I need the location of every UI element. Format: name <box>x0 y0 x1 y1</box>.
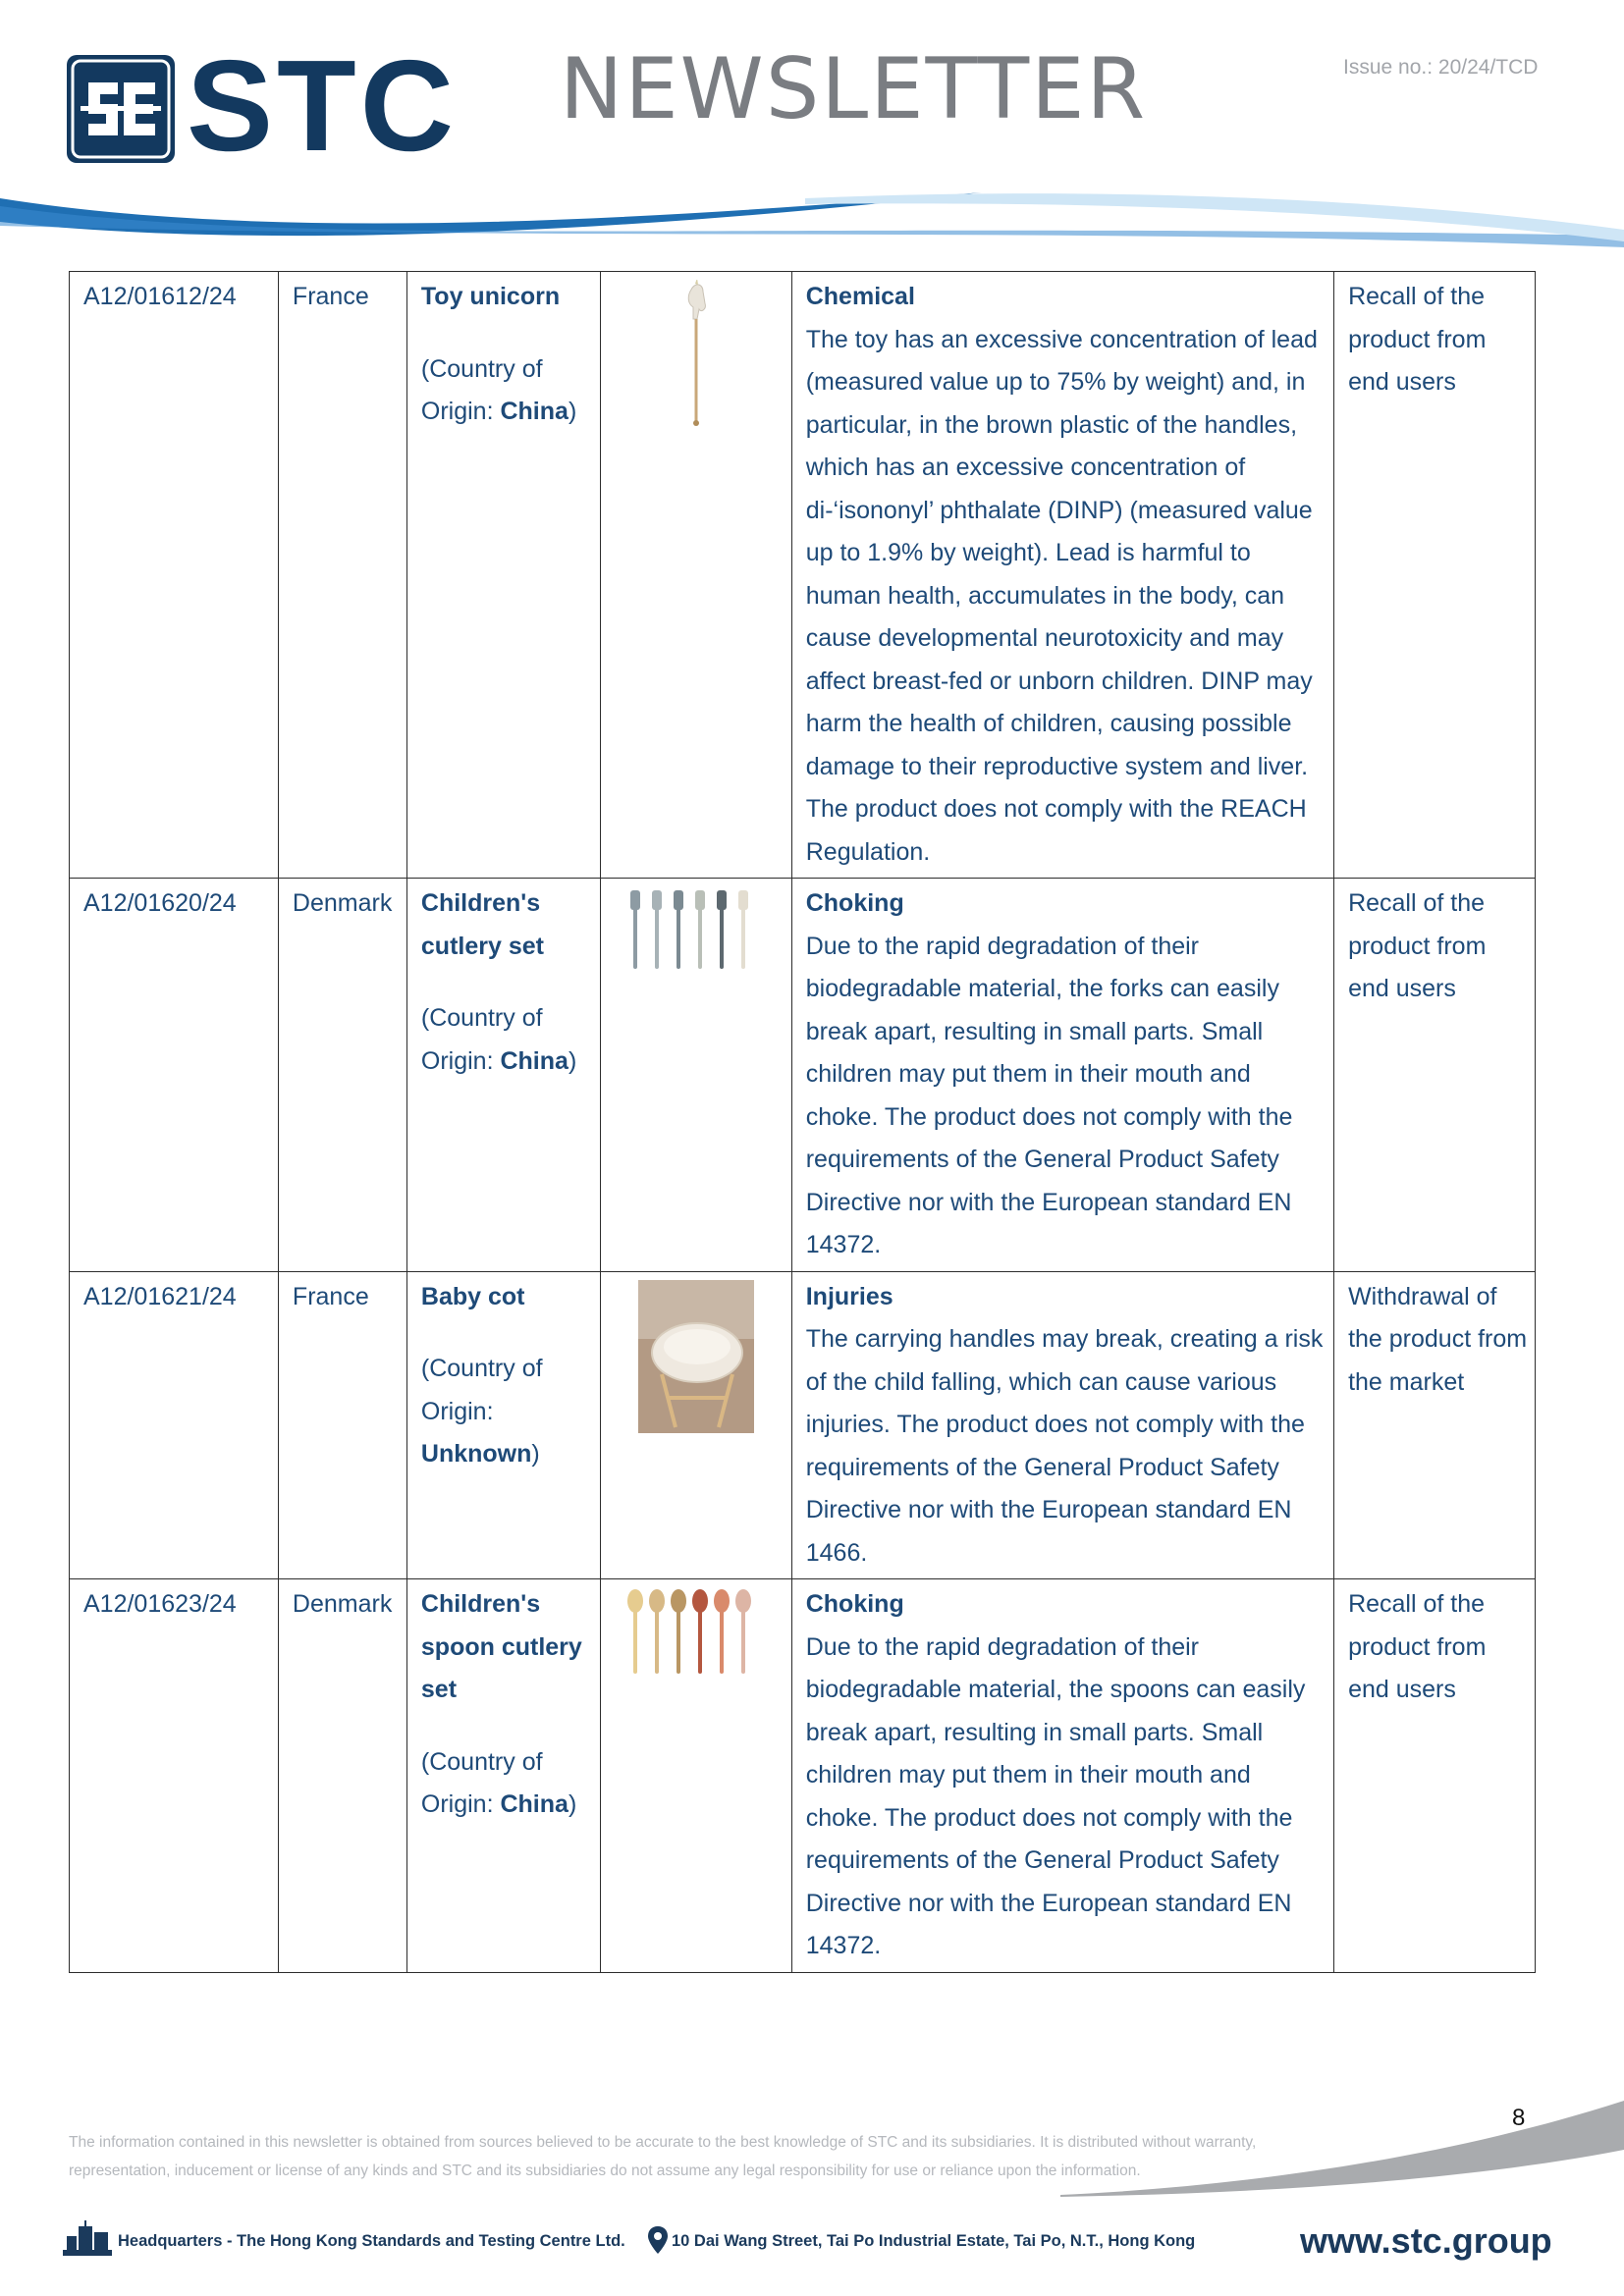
hobby-horse-unicorn-photo <box>681 280 711 427</box>
risk-cell <box>791 272 1333 879</box>
origin-close: ) <box>531 1440 540 1468</box>
reference-number: A12/01623/24 <box>70 1579 279 1973</box>
table-row <box>70 272 1536 879</box>
notifying-country: Denmark <box>278 1579 406 1973</box>
stc-logo-text: STC <box>187 33 458 178</box>
risk-type: Choking <box>805 889 904 917</box>
risk-description: Due to the rapid degradation of their biodegradable material, the spoons can easily break apart, resulting in small parts. Small children may put them in their mouth and choke. The product does not comply with the requirements of the General Product Safety Directive nor with the European standard EN 14372. <box>805 1632 1306 1959</box>
risk-type: Chemical <box>805 283 915 310</box>
risk-type: Choking <box>805 1590 904 1618</box>
product-cell <box>406 1271 600 1579</box>
origin-close: ) <box>568 1046 577 1075</box>
measure-taken: Recall of the product from end users <box>1334 272 1536 879</box>
risk-description: The toy has an excessive concentration of lead (measured value up to 75% by weight) and, in particular, in the brown plastic of the handles, which has an excessive concentration of di-‘isononyl’ phthalate (DINP) (measured value up to 1.9% by weight). Lead is harmful to human health, accumulates in the body, can cause developmental neurotoxicity and may affect breast-fed or unborn children. DINP may harm the health of children, causing possible damage to their reproductive system and liver. The product does not comply with the REACH Regulation. <box>805 325 1318 866</box>
notifying-country: France <box>278 1271 406 1579</box>
product-cell <box>406 1579 600 1973</box>
fork-set-photo <box>623 886 770 975</box>
newsletter-title: NEWSLETTER <box>560 40 1148 138</box>
product-cell <box>406 879 600 1272</box>
risk-cell <box>791 1271 1333 1579</box>
table-row <box>70 879 1536 1272</box>
product-image-cell <box>600 272 791 879</box>
risk-cell <box>791 1579 1333 1973</box>
risk-type: Injuries <box>805 1282 893 1310</box>
product-name: Baby cot <box>420 1282 525 1310</box>
reference-number: A12/01612/24 <box>70 272 279 879</box>
origin-value: Unknown <box>420 1440 532 1468</box>
measure-taken: Withdrawal of the product from the market <box>1334 1271 1536 1579</box>
risk-description: The carrying handles may break, creating a risk of the child falling, which can cause various injuries. The product does not comply with the requirements of the General Product Safety Directive nor with the European standard EN 1466. <box>805 1325 1324 1567</box>
risk-description: Due to the rapid degradation of their biodegradable material, the forks can easily break apart, resulting in small parts. Small children may put them in their mouth and choke. The product does not comply with the requirements of the General Product Safety Directive nor with the European standard EN 14372. <box>805 932 1293 1258</box>
stc-emblem-icon <box>67 55 175 163</box>
location-pin-icon <box>648 2226 668 2254</box>
table-row <box>70 1579 1536 1973</box>
origin-close: ) <box>568 1790 577 1818</box>
header-swoosh <box>0 187 1624 255</box>
reference-number: A12/01621/24 <box>70 1271 279 1579</box>
website-link[interactable]: www.stc.group <box>1300 2220 1552 2261</box>
origin-value: China <box>500 1046 568 1075</box>
measure-taken: Recall of the product from end users <box>1334 879 1536 1272</box>
product-cell <box>406 272 600 879</box>
product-image-cell <box>600 879 791 1272</box>
footer-contact-bar <box>63 2220 1565 2260</box>
origin-value: China <box>500 1790 568 1818</box>
page-number: 8 <box>1512 2105 1526 2131</box>
origin-label: (Country of Origin: <box>420 1747 543 1818</box>
disclaimer-text: The information contained in this newsletter is obtained from sources believed to be accurate to the best knowledge of STC and its subsidiaries. It is distributed without warranty, representation, inducement or license of any kinds and STC and its subsidiaries do not assume any legal responsibility for use or reliance upon the information. <box>69 2134 1257 2179</box>
product-image-cell <box>600 1271 791 1579</box>
building-icon <box>63 2220 112 2256</box>
product-image-cell <box>600 1579 791 1973</box>
spoon-set-photo <box>623 1587 770 1678</box>
origin-close: ) <box>568 398 577 425</box>
address-text: 10 Dai Wang Street, Tai Po Industrial Estate, Tai Po, N.T., Hong Kong <box>672 2232 1196 2250</box>
product-name: Toy unicorn <box>420 283 561 310</box>
origin-label: (Country of Origin: <box>420 1355 543 1425</box>
headquarters-text: Headquarters - The Hong Kong Standards and Testing Centre Ltd. <box>118 2232 625 2250</box>
origin-value: China <box>500 398 568 425</box>
reference-number: A12/01620/24 <box>70 879 279 1272</box>
notifying-country: Denmark <box>278 879 406 1272</box>
measure-taken: Recall of the product from end users <box>1334 1579 1536 1973</box>
page-header <box>0 0 1624 255</box>
product-name: Children's cutlery set <box>420 889 544 960</box>
origin-label: (Country of Origin: <box>420 354 543 425</box>
issue-number: Issue no.: 20/24/TCD <box>1343 56 1539 79</box>
baby-cot-photo <box>638 1280 754 1433</box>
table-row <box>70 1271 1536 1579</box>
product-name: Children's spoon cutlery set <box>420 1590 582 1703</box>
recall-table <box>69 271 1536 1973</box>
risk-cell <box>791 879 1333 1272</box>
origin-label: (Country of Origin: <box>420 1004 543 1075</box>
notifying-country: France <box>278 272 406 879</box>
